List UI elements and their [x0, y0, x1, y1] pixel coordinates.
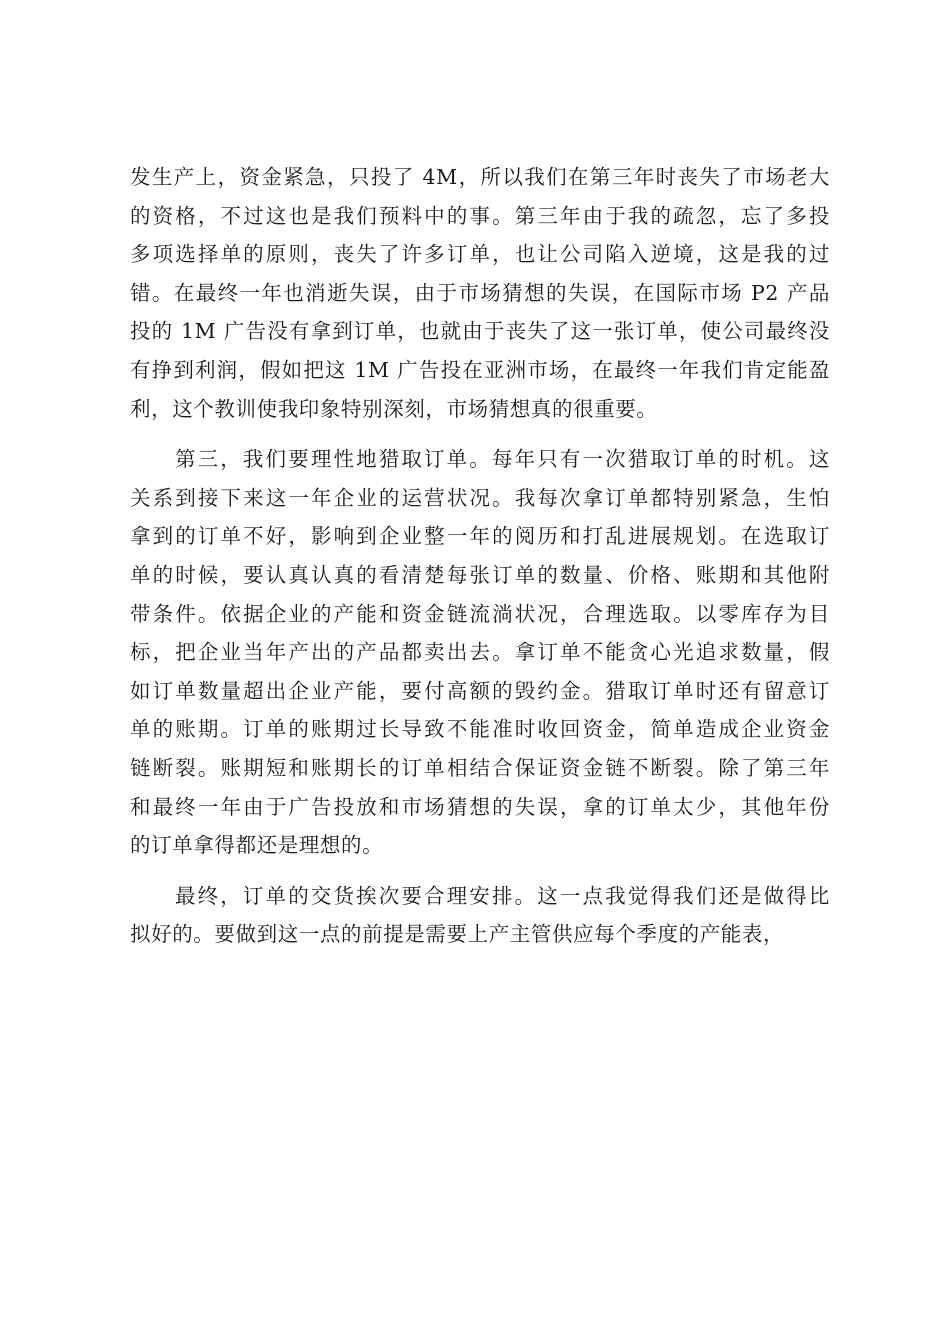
text-line: 和最终一年由于广告投放和市场猜想的失误，拿的订单太少，其他年份	[130, 794, 830, 819]
text-line: 链断裂。账期短和账期长的订单相结合保证资金链不断裂。除了第三年	[130, 755, 830, 780]
text-line: 如订单数量超出企业产能，要付高额的毁约金。猎取订单时还有留意订	[130, 678, 830, 703]
text-line: 的订单拿得都还是理想的。	[130, 833, 384, 858]
paragraph-1	[130, 158, 830, 428]
text-line: 投的 1M 广告没有拿到订单，也就由于丧失了这一张订单，使公司最终没	[130, 319, 830, 344]
text-line: 利，这个教训使我印象特别深刻，市场猜想真的很重要。	[130, 396, 658, 421]
text-line: 带条件。依据企业的产能和资金链流淌状况，合理选取。以零库存为目	[130, 601, 830, 626]
text-line: 最终，订单的交货挨次要合理安排。这一点我觉得我们还是做得比	[175, 883, 830, 908]
text-line: 的资格，不过这也是我们预料中的事。第三年由于我的疏忽，忘了多投	[130, 203, 830, 228]
paragraph-3	[130, 877, 830, 954]
paragraph-2	[130, 440, 830, 865]
text-line: 拿到的订单不好，影响到企业整一年的阅历和打乱进展规划。在选取订	[130, 524, 830, 549]
paragraph-gap	[130, 428, 830, 440]
text-line: 有挣到利润，假如把这 1M 广告投在亚洲市场，在最终一年我们肯定能盈	[130, 357, 830, 382]
text-line: 单的时候，要认真认真的看清楚每张订单的数量、价格、账期和其他附	[130, 562, 830, 587]
text-line: 标，把企业当年产出的产品都卖出去。拿订单不能贪心光追求数量，假	[130, 640, 830, 665]
text-line: 第三，我们要理性地猎取订单。每年只有一次猎取订单的时机。这	[175, 447, 830, 472]
text-line: 错。在最终一年也消逝失误，由于市场猜想的失误，在国际市场 P2 产品	[130, 280, 830, 305]
text-line: 拟好的。要做到这一点的前提是需要上产主管供应每个季度的产能表，	[130, 922, 785, 947]
text-line: 关系到接下来这一年企业的运营状况。我每次拿订单都特别紧急，生怕	[130, 485, 830, 510]
text-line: 发生产上，资金紧急，只投了 4M，所以我们在第三年时丧失了市场老大	[130, 165, 830, 189]
text-line: 多项选择单的原则，丧失了许多订单，也让公司陷入逆境，这是我的过	[130, 242, 830, 267]
document-body	[130, 158, 830, 954]
paragraph-gap	[130, 865, 830, 877]
text-line: 单的账期。订单的账期过长导致不能准时收回资金，简单造成企业资金	[130, 717, 830, 742]
